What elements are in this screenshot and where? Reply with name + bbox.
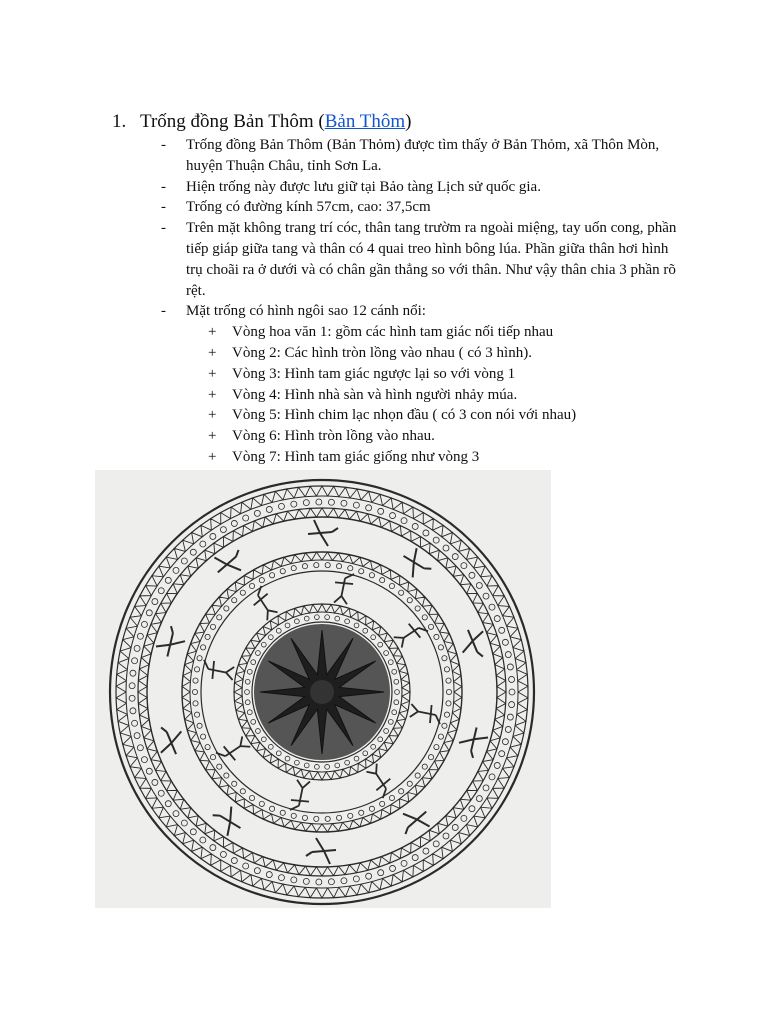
bullet-item <box>158 177 678 198</box>
plus-marker: + <box>208 448 217 465</box>
sub-item-text: Vòng hoa văn 1: gồm các hình tam giác nối tiếp nhau <box>232 324 554 341</box>
bullet-list <box>158 135 678 468</box>
bullet-item <box>158 135 678 177</box>
plus-marker: + <box>208 365 217 382</box>
sub-item-text: Vòng 7: Hình tam giác giống như vòng 3 <box>232 448 480 465</box>
dash-marker: - <box>161 137 166 153</box>
sub-item-text: Vòng 6: Hình tròn lồng vào nhau. <box>232 428 435 445</box>
drum-face-photo <box>95 470 551 908</box>
sub-item <box>158 426 678 447</box>
bronze-drum-face-illustration <box>95 470 551 908</box>
dash-marker: - <box>161 303 166 320</box>
heading-open-paren: ( <box>318 111 325 132</box>
dash-marker: - <box>161 220 166 237</box>
sub-item <box>158 405 678 426</box>
sub-item <box>158 385 678 406</box>
bullet-text: Mặt trống có hình ngôi sao 12 cánh nổi: <box>186 303 426 320</box>
bullet-text: Trống có đường kính 57cm, cao: 37,5cm <box>186 199 431 216</box>
sub-item-text: Vòng 4: Hình nhà sàn và hình người nhảy múa. <box>232 386 518 403</box>
bullet-text: Hiện trống này được lưu giữ tại Bảo tàng Lịch sử quốc gia. <box>186 178 541 195</box>
dash-marker: - <box>161 178 166 195</box>
sub-item <box>158 364 678 385</box>
sub-item-text: Vòng 3: Hình tam giác ngược lại so với vòng 1 <box>232 365 516 382</box>
heading-title: Trống đồng Bản Thôm <box>140 111 314 132</box>
sub-item <box>158 343 678 364</box>
sub-item-text: Vòng 5: Hình chim lạc nhọn đầu ( có 3 con nói với nhau) <box>232 407 577 424</box>
dash-marker: - <box>161 199 166 216</box>
bullet-item <box>158 197 678 218</box>
heading-number: 1. <box>112 111 127 132</box>
section-heading <box>112 109 411 135</box>
sub-item-text: Vòng 2: Các hình tròn lồng vào nhau ( có 3 hình). <box>232 344 532 361</box>
bullet-text: Trống đồng Bản Thôm (Bản Thỏm) được tìm thấy ở Bản Thỏm, xã Thôn Mòn, huyện Thuận Châu, tỉnh Sơn La. <box>186 137 660 174</box>
plus-marker: + <box>208 344 217 361</box>
star-center <box>310 680 334 704</box>
plus-marker: + <box>208 407 217 424</box>
sub-item <box>158 447 678 468</box>
bullet-item <box>158 301 678 322</box>
heading-close-paren: ) <box>405 111 412 132</box>
ban-thom-link[interactable]: Bản Thôm <box>324 111 406 132</box>
plus-marker: + <box>208 386 217 403</box>
bullet-text: Trên mặt không trang trí cóc, thân tang trườm ra ngoài miệng, tay uốn cong, phần tiếp giáp giữa tang và thân có 4 quai treo hình bông lúa. Phần giữa thân hơi hình trụ choãi ra ở dưới và có chân gần thẳng so với thân. Như vậy thân chia 3 phần rõ rệt. <box>186 220 677 299</box>
sub-item <box>158 322 678 343</box>
plus-marker: + <box>208 324 217 341</box>
bullet-item <box>158 218 678 301</box>
plus-marker: + <box>208 428 217 445</box>
